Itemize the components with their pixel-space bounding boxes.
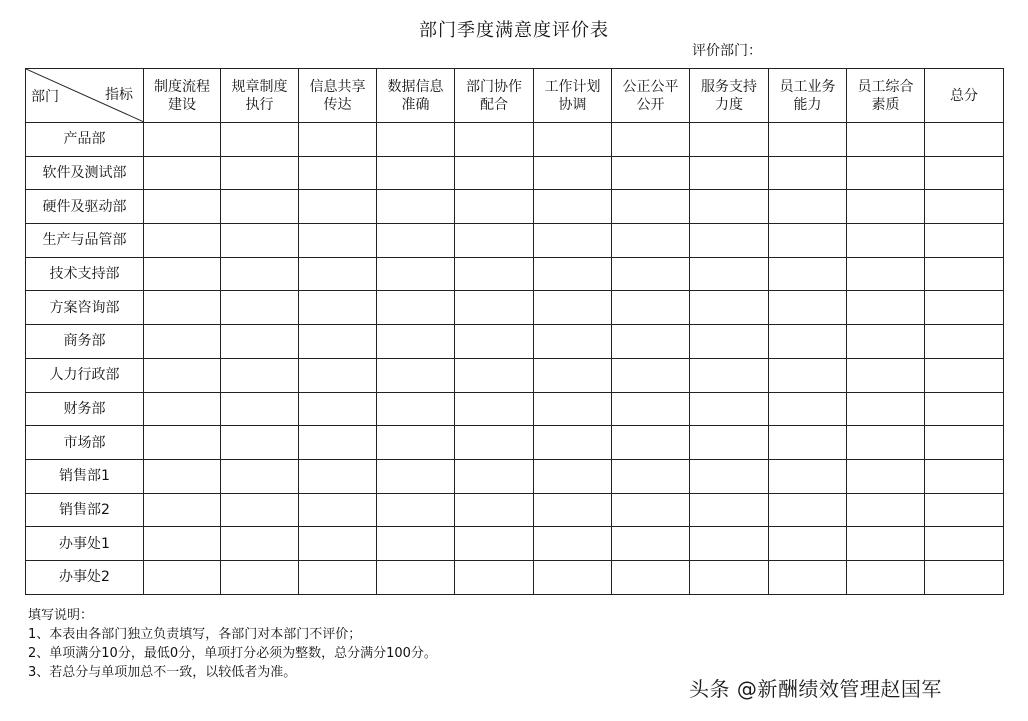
column-header-line: 总分 (950, 87, 978, 104)
table-row (26, 392, 1004, 426)
score-cell[interactable] (455, 190, 534, 224)
column-header-line: 信息共享 (309, 78, 366, 95)
score-cell[interactable] (455, 426, 534, 460)
department-name-cell: 商务部 (26, 325, 144, 359)
score-cell[interactable] (455, 291, 534, 325)
score-cell[interactable] (847, 527, 925, 561)
score-cell[interactable] (221, 459, 299, 493)
table-body (26, 123, 1004, 595)
score-cell[interactable] (534, 257, 612, 291)
score-cell[interactable] (534, 224, 612, 258)
table-row (26, 426, 1004, 460)
department-name-cell: 财务部 (26, 392, 144, 426)
score-cell[interactable] (925, 123, 1004, 157)
score-cell[interactable] (299, 493, 377, 527)
score-cell[interactable] (221, 325, 299, 359)
score-cell[interactable] (769, 358, 847, 392)
score-cell[interactable] (221, 392, 299, 426)
score-cell[interactable] (144, 257, 221, 291)
score-cell[interactable] (299, 560, 377, 594)
score-cell[interactable] (455, 257, 534, 291)
score-cell[interactable] (534, 392, 612, 426)
score-cell[interactable] (144, 527, 221, 561)
score-cell[interactable] (847, 156, 925, 190)
score-cell[interactable] (221, 190, 299, 224)
score-cell[interactable] (925, 325, 1004, 359)
score-cell[interactable] (847, 459, 925, 493)
score-cell[interactable] (221, 527, 299, 561)
score-cell[interactable] (144, 156, 221, 190)
score-cell[interactable] (221, 123, 299, 157)
instructions-heading: 填写说明： (28, 608, 94, 623)
instructions (28, 606, 437, 682)
score-cell[interactable] (377, 224, 455, 258)
score-cell[interactable] (769, 224, 847, 258)
score-cell[interactable] (925, 224, 1004, 258)
score-cell[interactable] (377, 493, 455, 527)
corner-header-cell (26, 69, 144, 123)
score-cell[interactable] (455, 358, 534, 392)
score-cell[interactable] (455, 560, 534, 594)
score-cell[interactable] (769, 257, 847, 291)
score-cell[interactable] (455, 493, 534, 527)
table-row (26, 358, 1004, 392)
page-title: 部门季度满意度评价表 (419, 20, 609, 41)
score-cell[interactable] (769, 156, 847, 190)
score-cell[interactable] (534, 123, 612, 157)
department-name-cell: 销售部2 (26, 493, 144, 527)
department-name-cell: 产品部 (26, 123, 144, 157)
table-row (26, 190, 1004, 224)
column-header-line: 传达 (323, 96, 352, 113)
score-cell[interactable] (612, 257, 690, 291)
score-cell[interactable] (455, 325, 534, 359)
score-cell[interactable] (769, 493, 847, 527)
table-row (26, 257, 1004, 291)
instruction-item: 3、若总分与单项加总不一致，以较低者为准。 (28, 665, 297, 680)
score-cell[interactable] (144, 493, 221, 527)
score-cell[interactable] (377, 325, 455, 359)
score-cell[interactable] (847, 190, 925, 224)
watermark: 头条 @新酬绩效管理赵国军 (689, 677, 942, 701)
score-cell[interactable] (690, 560, 769, 594)
score-cell[interactable] (221, 358, 299, 392)
column-header-line: 协调 (558, 96, 587, 113)
score-cell[interactable] (534, 325, 612, 359)
score-cell[interactable] (377, 190, 455, 224)
score-cell[interactable] (299, 156, 377, 190)
department-name-cell: 销售部1 (26, 459, 144, 493)
score-cell[interactable] (377, 123, 455, 157)
score-cell[interactable] (377, 560, 455, 594)
column-header (925, 69, 1004, 123)
instruction-item: 1、本表由各部门独立负责填写，各部门对本部门不评价； (28, 627, 362, 642)
score-cell[interactable] (690, 325, 769, 359)
column-header-line: 数据信息 (387, 78, 444, 95)
score-cell[interactable] (455, 156, 534, 190)
score-cell[interactable] (377, 156, 455, 190)
column-header-line: 公正公平 (622, 78, 679, 95)
score-cell[interactable] (299, 392, 377, 426)
score-cell[interactable] (612, 426, 690, 460)
table-row (26, 493, 1004, 527)
score-cell[interactable] (612, 291, 690, 325)
evaluating-department-label: 评价部门： (692, 43, 762, 59)
score-cell[interactable] (925, 156, 1004, 190)
score-cell[interactable] (925, 392, 1004, 426)
score-cell[interactable] (612, 392, 690, 426)
score-cell[interactable] (769, 392, 847, 426)
score-cell[interactable] (299, 459, 377, 493)
score-cell[interactable] (221, 257, 299, 291)
score-cell[interactable] (690, 392, 769, 426)
department-name-cell: 技术支持部 (26, 257, 144, 291)
score-cell[interactable] (144, 123, 221, 157)
table-row (26, 291, 1004, 325)
score-cell[interactable] (299, 527, 377, 561)
table-row (26, 156, 1004, 190)
score-cell[interactable] (534, 291, 612, 325)
score-cell[interactable] (847, 392, 925, 426)
column-header (377, 69, 455, 123)
column-header (221, 69, 299, 123)
column-header-line: 员工综合 (857, 78, 914, 95)
evaluation-table (25, 68, 1004, 595)
column-header-line: 服务支持 (701, 78, 757, 95)
score-cell[interactable] (144, 358, 221, 392)
column-header-line: 规章制度 (231, 78, 288, 95)
score-cell[interactable] (299, 257, 377, 291)
score-cell[interactable] (690, 156, 769, 190)
score-cell[interactable] (612, 459, 690, 493)
column-header (299, 69, 377, 123)
score-cell[interactable] (925, 493, 1004, 527)
table-row (26, 459, 1004, 493)
score-cell[interactable] (769, 190, 847, 224)
score-cell[interactable] (221, 156, 299, 190)
department-name-cell: 硬件及驱动部 (26, 190, 144, 224)
score-cell[interactable] (299, 291, 377, 325)
score-cell[interactable] (847, 257, 925, 291)
score-cell[interactable] (299, 325, 377, 359)
column-header-line: 部门协作 (466, 78, 522, 95)
score-cell[interactable] (377, 257, 455, 291)
score-cell[interactable] (299, 224, 377, 258)
score-cell[interactable] (455, 527, 534, 561)
score-cell[interactable] (377, 426, 455, 460)
score-cell[interactable] (925, 527, 1004, 561)
score-cell[interactable] (690, 291, 769, 325)
column-header (690, 69, 769, 123)
score-cell[interactable] (299, 123, 377, 157)
score-cell[interactable] (612, 358, 690, 392)
score-cell[interactable] (690, 358, 769, 392)
column-header (534, 69, 612, 123)
score-cell[interactable] (690, 190, 769, 224)
department-name-cell: 人力行政部 (26, 358, 144, 392)
score-cell[interactable] (847, 224, 925, 258)
score-cell[interactable] (534, 459, 612, 493)
indicator-label: 指标 (105, 87, 133, 103)
column-header-line: 执行 (245, 96, 274, 113)
score-cell[interactable] (144, 224, 221, 258)
score-cell[interactable] (847, 426, 925, 460)
score-cell[interactable] (377, 459, 455, 493)
score-cell[interactable] (221, 291, 299, 325)
department-label: 部门 (31, 89, 59, 105)
column-header-line: 力度 (715, 96, 743, 113)
score-cell[interactable] (299, 426, 377, 460)
score-cell[interactable] (534, 527, 612, 561)
score-cell[interactable] (455, 459, 534, 493)
score-cell[interactable] (690, 224, 769, 258)
score-cell[interactable] (612, 560, 690, 594)
column-header (847, 69, 925, 123)
score-cell[interactable] (534, 358, 612, 392)
department-name-cell: 软件及测试部 (26, 156, 144, 190)
score-cell[interactable] (144, 459, 221, 493)
score-cell[interactable] (847, 291, 925, 325)
score-cell[interactable] (690, 493, 769, 527)
table-row (26, 224, 1004, 258)
column-header-line: 公开 (636, 96, 665, 113)
score-cell[interactable] (144, 426, 221, 460)
score-cell[interactable] (925, 459, 1004, 493)
score-cell[interactable] (534, 493, 612, 527)
score-cell[interactable] (455, 224, 534, 258)
score-cell[interactable] (690, 123, 769, 157)
score-cell[interactable] (769, 459, 847, 493)
department-name-cell: 方案咨询部 (26, 291, 144, 325)
score-cell[interactable] (847, 123, 925, 157)
score-cell[interactable] (299, 358, 377, 392)
score-cell[interactable] (534, 190, 612, 224)
column-header-line: 工作计划 (544, 78, 601, 95)
column-header-line: 制度流程 (154, 78, 210, 95)
score-cell[interactable] (925, 190, 1004, 224)
department-name-cell: 市场部 (26, 426, 144, 460)
column-header (455, 69, 534, 123)
score-cell[interactable] (221, 426, 299, 460)
column-header (769, 69, 847, 123)
score-cell[interactable] (377, 392, 455, 426)
score-cell[interactable] (612, 493, 690, 527)
score-cell[interactable] (925, 257, 1004, 291)
score-cell[interactable] (769, 291, 847, 325)
score-cell[interactable] (925, 426, 1004, 460)
column-header-line: 员工业务 (779, 78, 836, 95)
column-header-line: 能力 (793, 96, 822, 113)
score-cell[interactable] (377, 527, 455, 561)
score-cell[interactable] (925, 291, 1004, 325)
score-cell[interactable] (925, 358, 1004, 392)
score-cell[interactable] (769, 527, 847, 561)
score-cell[interactable] (769, 560, 847, 594)
department-name-cell: 办事处1 (26, 527, 144, 561)
score-cell[interactable] (847, 325, 925, 359)
column-header-line: 准确 (401, 96, 430, 113)
instruction-item: 2、单项满分10分，最低0分，单项打分必须为整数，总分满分100分。 (28, 646, 437, 661)
score-cell[interactable] (377, 291, 455, 325)
department-name-cell: 生产与品管部 (26, 224, 144, 258)
table-row (26, 123, 1004, 157)
column-header-line: 素质 (871, 96, 900, 113)
score-cell[interactable] (221, 493, 299, 527)
score-cell[interactable] (612, 123, 690, 157)
score-cell[interactable] (769, 325, 847, 359)
score-cell[interactable] (690, 527, 769, 561)
score-cell[interactable] (455, 123, 534, 157)
score-cell[interactable] (690, 257, 769, 291)
score-cell[interactable] (144, 190, 221, 224)
column-header-line: 建设 (168, 96, 196, 113)
score-cell[interactable] (690, 459, 769, 493)
column-header-line: 配合 (480, 96, 508, 113)
score-cell[interactable] (847, 358, 925, 392)
score-cell[interactable] (612, 224, 690, 258)
score-cell[interactable] (612, 156, 690, 190)
score-cell[interactable] (144, 392, 221, 426)
score-cell[interactable] (847, 560, 925, 594)
score-cell[interactable] (144, 325, 221, 359)
score-cell[interactable] (377, 358, 455, 392)
score-cell[interactable] (221, 560, 299, 594)
score-cell[interactable] (612, 325, 690, 359)
score-cell[interactable] (925, 560, 1004, 594)
score-cell[interactable] (534, 560, 612, 594)
score-cell[interactable] (534, 156, 612, 190)
score-cell[interactable] (612, 527, 690, 561)
score-cell[interactable] (299, 190, 377, 224)
table-row (26, 325, 1004, 359)
score-cell[interactable] (612, 190, 690, 224)
score-cell[interactable] (144, 560, 221, 594)
score-cell[interactable] (690, 426, 769, 460)
column-header (612, 69, 690, 123)
score-cell[interactable] (769, 426, 847, 460)
score-cell[interactable] (769, 123, 847, 157)
score-cell[interactable] (144, 291, 221, 325)
score-cell[interactable] (847, 493, 925, 527)
department-name-cell: 办事处2 (26, 560, 144, 594)
table-row (26, 560, 1004, 594)
score-cell[interactable] (534, 426, 612, 460)
column-header (144, 69, 221, 123)
table-row (26, 527, 1004, 561)
table-header-row (26, 69, 1004, 123)
score-cell[interactable] (221, 224, 299, 258)
score-cell[interactable] (455, 392, 534, 426)
